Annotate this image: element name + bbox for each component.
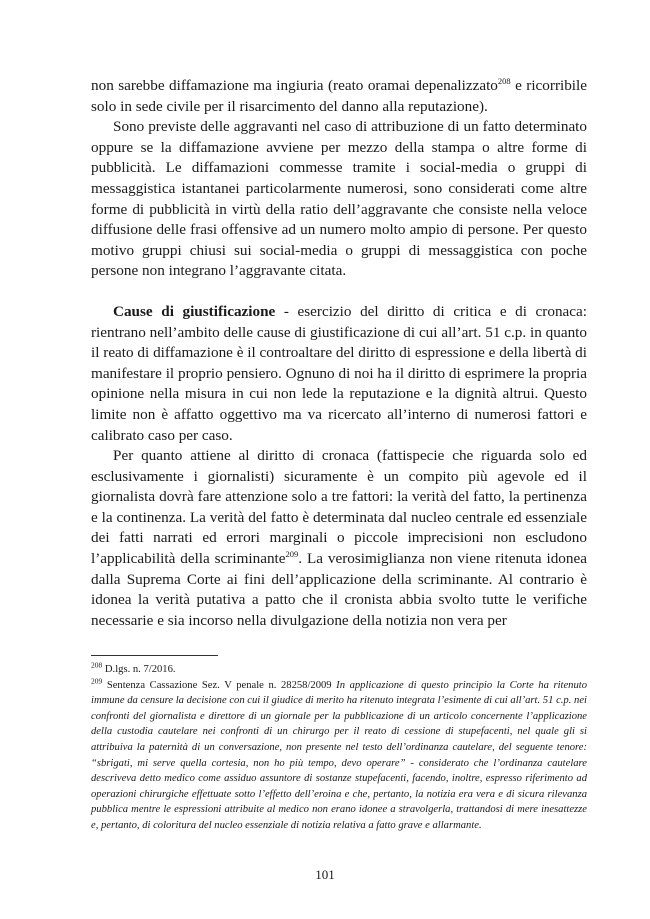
footnote-ref-208[interactable]: 208 <box>497 75 511 86</box>
footnote-208 <box>91 662 587 678</box>
paragraph-1 <box>91 76 587 117</box>
paragraph-2: Sono previste delle aggravanti nel caso di attribuzione di un fatto determinato oppure se la diffamazione avviene per mezzo della stampa o altre forme di pubblicità. Le diffamazioni commesse tramite i social-media o gruppi di messaggistica istantanei particolarmente numerosi, sono considerati come altre forme di pubblicità in virtù della ratio dell’aggravante che consiste nella veloce diffusione delle frasi offensive ad un numero molto ampio di persone. Per questo motivo gruppi chiusi sui social-media o gruppi di messaggistica con poche persone non integrano l’aggravante citata. <box>91 118 587 280</box>
footnote-text: D.lgs. n. 7/2016. <box>104 664 176 675</box>
footnote-separator <box>91 655 218 656</box>
footnotes <box>91 662 587 834</box>
paragraph-4-text-b: . La verosimiglianza non viene ritenuta idonea dalla Suprema Corte ai fini dell’applicazione della scriminante. Al contrario è idonea la verità putativa a patto che il cronista abbia svolto tutte le verifiche necessarie e sia incorso nella divulgazione della notizia non vera per <box>91 550 587 629</box>
paragraph-3 <box>91 302 587 446</box>
paragraph-4-text-a: Per quanto attiene al diritto di cronaca (fattispecie che riguarda solo ed esclusivamente i giornalisti) sicuramente è un compito più agevole ed il giornalista dovrà fare attenzione solo a tre fattori: la verità del fatto, la pertinenza e la continenza. La verità del fatto è determinata dal nucleo centrale ed essenziale dei fatti narrati ed errori marginali o piccole imprecisioni non escludono l’applicabilità della scriminante <box>91 447 587 568</box>
paragraph-1-text-b: e ricorribile solo in sede civile per il risarcimento del danno alla reputazione). <box>91 77 587 115</box>
footnote-quote: In applicazione di questo principio la Corte ha ritenuto immune da censure la decisione con cui il giudice di merito ha ritenuto integrata l’esimente di cui all’art. 51 c.p. nei confronti del giornalista e direttore di un giornale per la pubblicazione di un articolo concernente l’applicazione della custodia cautelare nei confronti di un chirurgo per il reato di cessione di stupefacenti, nel quale gli si attribuiva la paternità di un conversazione, non presente nel testo dell’ordinanza cautelare, del seguente tenore: “sbrigati, mi serve quella cortesia, non ho più tempo, devo operare” - considerato che l’ordinanza cautelare descriveva detto medico come assiduo assuntore di sostanze stupefacenti, facendo, inoltre, espresso riferimento ad operazioni chirurgiche effettuate sotto l’effetto dell’eroina e che, pertanto, la notizia era vera e di sicura rilevanza pubblica mentre le espressioni attribuite al medico non erano idonee a stravolgerla, trattandosi di mere inesattezze e, pertanto, di coloritura del nucleo essenziale di notizia relativa a fatto grave e allarmante. <box>91 679 587 831</box>
footnote-209 <box>91 678 587 834</box>
body-text <box>91 76 587 631</box>
paragraph-3-text: - esercizio del diritto di critica e di cronaca: rientrano nell’ambito delle cause di giustificazione di cui all’art. 51 c.p. in quanto il reato di diffamazione è il controaltare del diritto di espressione e della libertà di manifestare il proprio pensiero. Ognuno di noi ha il diritto di esprimere la propria opinione nella misura in cui non lede la reputazione e la dignità altrui. Questo limite non è affatto oggettivo ma va ricercato all’interno di numerosi fattori e calibrato caso per caso. <box>91 302 587 444</box>
footnote-ref-209[interactable]: 209 <box>285 549 299 559</box>
page-number: 101 <box>315 867 335 882</box>
section-heading-inline: Cause di giustificazione <box>113 302 276 320</box>
footnote-number: 208 <box>91 660 103 670</box>
paragraph-4 <box>91 446 587 631</box>
footnote-number: 209 <box>91 676 103 686</box>
footnote-lead: Sentenza Cassazione Sez. V penale n. 28258/2009 <box>106 679 337 691</box>
paragraph-1-text-a: non sarebbe diffamazione ma ingiuria (reato oramai depenalizzato <box>91 77 498 94</box>
